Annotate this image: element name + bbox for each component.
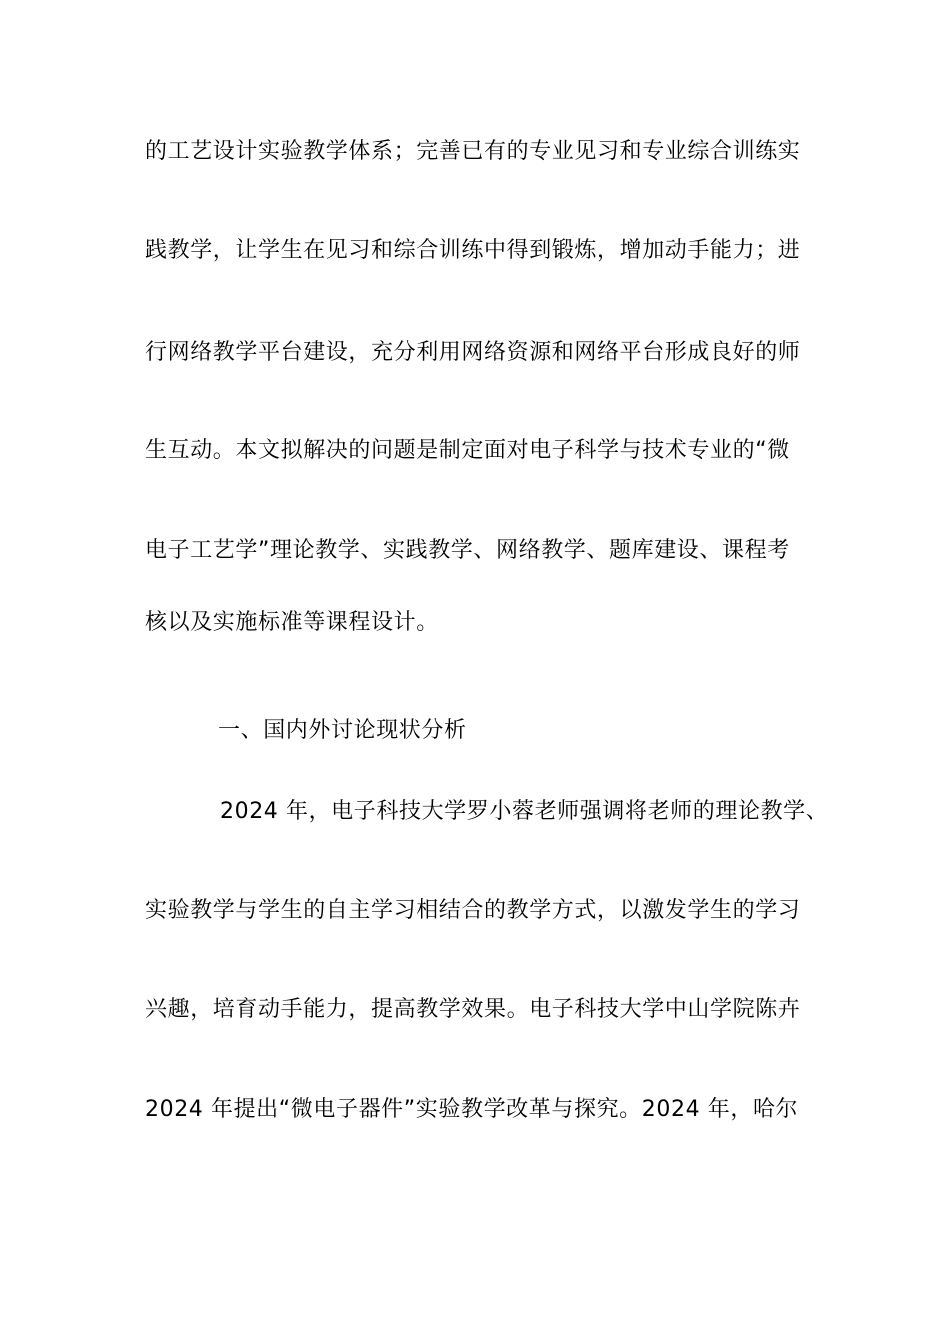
section-heading: 一、国内外讨论现状分析: [218, 718, 467, 743]
body-text-line: 实验教学与学生的自主学习相结合的教学方式，以激发学生的学习: [145, 898, 801, 923]
body-text-line: 2024 年，电子科技大学罗小蓉老师强调将老师的理论教学、: [220, 799, 829, 824]
body-text-line: 的工艺设计实验教学体系；完善已有的专业见习和专业综合训练实: [145, 139, 801, 164]
body-text-line: 电子工艺学”理论教学、实践教学、网络教学、题库建设、课程考: [145, 538, 790, 563]
body-text-line: 践教学，让学生在见习和综合训练中得到锻炼，增加动手能力；进: [145, 238, 801, 263]
body-text-line: 兴趣，培育动手能力，提高教学效果。电子科技大学中山学院陈卉: [145, 997, 801, 1022]
body-text-line: 核以及实施标准等课程设计。: [145, 610, 439, 635]
body-text-line: 生互动。本文拟解决的问题是制定面对电子科学与技术专业的“微: [145, 438, 790, 463]
body-text-line: 2024 年提出“微电子器件”实验教学改革与探究。2024 年，哈尔: [145, 1097, 799, 1122]
body-text-line: 行网络教学平台建设，充分利用网络资源和网络平台形成良好的师: [145, 340, 801, 365]
